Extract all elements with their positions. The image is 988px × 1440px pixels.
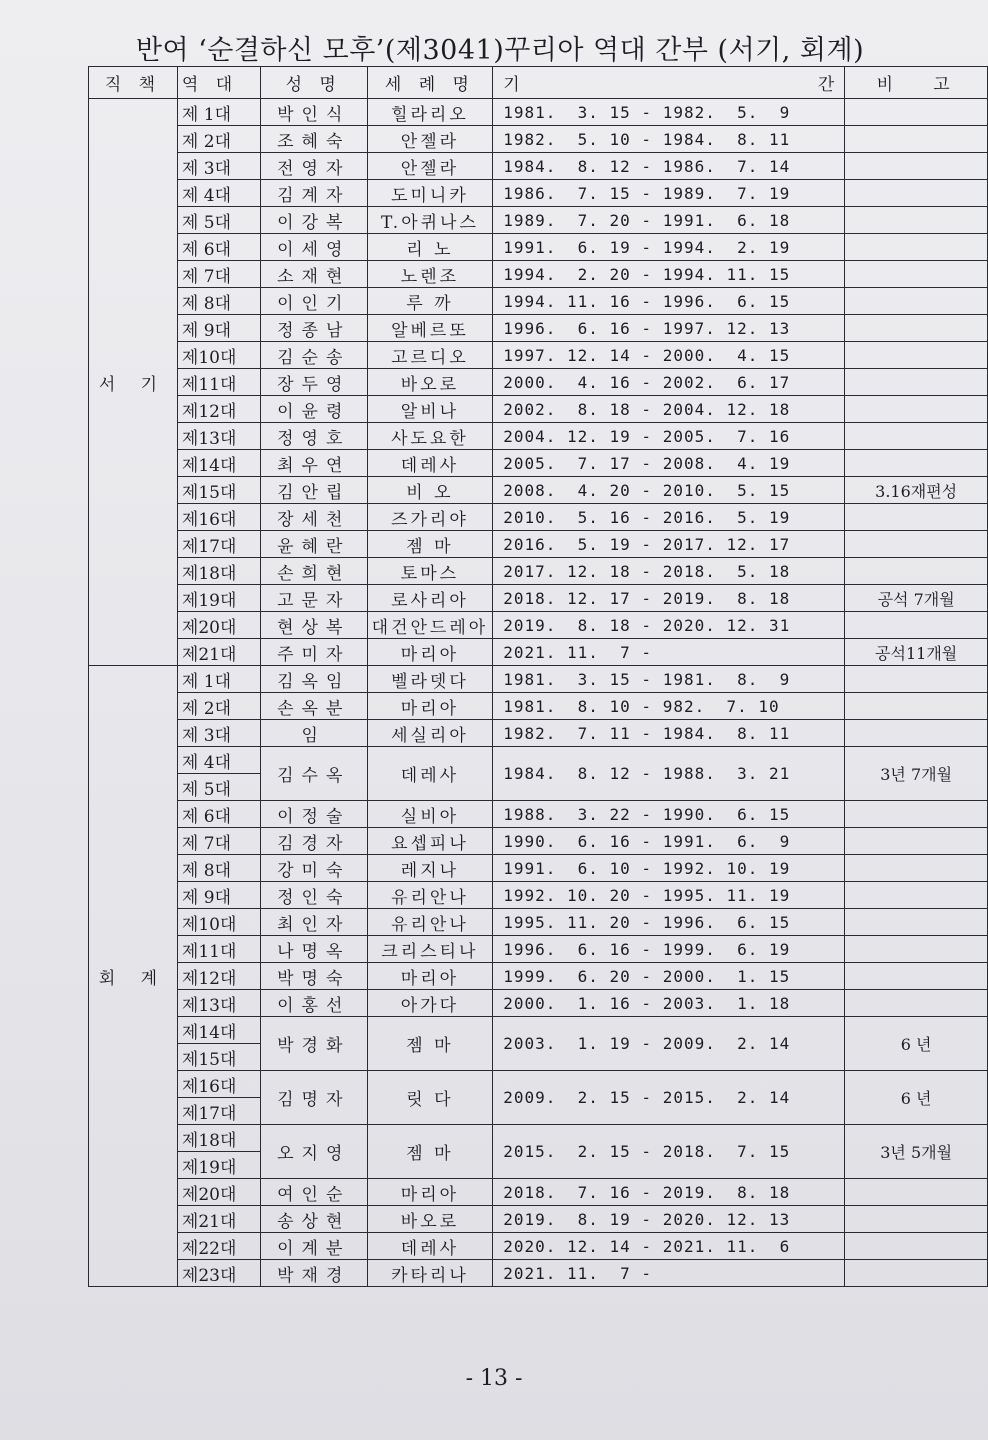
table-row (89, 801, 988, 828)
name-cell: 박인식 (260, 99, 367, 126)
period-cell: 2018. 12. 17 - 2019. 8. 18 (493, 585, 845, 612)
name-cell: 정인숙 (260, 882, 367, 909)
period-cell: 2003. 1. 19 - 2009. 2. 14 (493, 1017, 845, 1071)
period-cell: 2018. 7. 16 - 2019. 8. 18 (493, 1179, 845, 1206)
table-row (89, 882, 988, 909)
name-cell: 오지영 (260, 1125, 367, 1179)
header-note: 비 고 (845, 67, 988, 99)
note-cell (845, 99, 988, 126)
table-row (89, 342, 988, 369)
baptismal-name-cell: 카타리나 (367, 1260, 493, 1287)
note-cell (845, 180, 988, 207)
baptismal-name-cell: 사도요한 (367, 423, 493, 450)
generation-cell: 제 4대 (177, 180, 260, 207)
name-cell: 김명자 (260, 1071, 367, 1125)
note-cell (845, 936, 988, 963)
baptismal-name-cell: 힐라리오 (367, 99, 493, 126)
name-cell: 김옥임 (260, 666, 367, 693)
baptismal-name-cell: 크리스티나 (367, 936, 493, 963)
table-row (89, 747, 988, 774)
period-cell: 2004. 12. 19 - 2005. 7. 16 (493, 423, 845, 450)
header-name: 성 명 (260, 67, 367, 99)
table-row (89, 1071, 988, 1098)
note-cell (845, 126, 988, 153)
generation-cell: 제17대 (177, 531, 260, 558)
generation-cell: 제13대 (177, 990, 260, 1017)
period-cell: 2005. 7. 17 - 2008. 4. 19 (493, 450, 845, 477)
note-cell (845, 531, 988, 558)
period-cell: 2009. 2. 15 - 2015. 2. 14 (493, 1071, 845, 1125)
period-cell: 2008. 4. 20 - 2010. 5. 15 (493, 477, 845, 504)
generation-cell: 제21대 (177, 1206, 260, 1233)
table-row (89, 207, 988, 234)
note-cell (845, 261, 988, 288)
name-cell: 윤혜란 (260, 531, 367, 558)
period-cell: 1992. 10. 20 - 1995. 11. 19 (493, 882, 845, 909)
note-cell (845, 234, 988, 261)
period-cell: 2019. 8. 18 - 2020. 12. 31 (493, 612, 845, 639)
baptismal-name-cell: 안젤라 (367, 153, 493, 180)
period-cell: 1982. 5. 10 - 1984. 8. 11 (493, 126, 845, 153)
officer-table (88, 66, 988, 1287)
generation-cell: 제 5대 (177, 207, 260, 234)
header-position: 직 책 (89, 67, 178, 99)
baptismal-name-cell: 실비아 (367, 801, 493, 828)
header-row (89, 67, 988, 99)
table-row (89, 936, 988, 963)
note-cell (845, 207, 988, 234)
baptismal-name-cell: 루 까 (367, 288, 493, 315)
name-cell: 김경자 (260, 828, 367, 855)
name-cell: 나명옥 (260, 936, 367, 963)
table-row (89, 558, 988, 585)
name-cell: 여인순 (260, 1179, 367, 1206)
table-row (89, 666, 988, 693)
baptismal-name-cell: 토마스 (367, 558, 493, 585)
generation-cell: 제21대 (177, 639, 260, 666)
table-row (89, 369, 988, 396)
baptismal-name-cell: 데레사 (367, 450, 493, 477)
name-cell: 박재경 (260, 1260, 367, 1287)
note-cell (845, 504, 988, 531)
name-cell: 소재현 (260, 261, 367, 288)
table-row (89, 477, 988, 504)
baptismal-name-cell: 아가다 (367, 990, 493, 1017)
baptismal-name-cell: 릿 다 (367, 1071, 493, 1125)
generation-cell: 제 1대 (177, 99, 260, 126)
generation-cell: 제 7대 (177, 261, 260, 288)
period-cell: 1990. 6. 16 - 1991. 6. 9 (493, 828, 845, 855)
note-cell: 3년 5개월 (845, 1125, 988, 1179)
table-row (89, 396, 988, 423)
generation-cell: 제12대 (177, 396, 260, 423)
table-row (89, 180, 988, 207)
table-row (89, 423, 988, 450)
name-cell: 정종남 (260, 315, 367, 342)
baptismal-name-cell: 즈가리야 (367, 504, 493, 531)
name-cell: 김안립 (260, 477, 367, 504)
generation-cell: 제19대 (177, 1152, 260, 1179)
baptismal-name-cell: 리 노 (367, 234, 493, 261)
table-row (89, 612, 988, 639)
name-cell: 송상현 (260, 1206, 367, 1233)
name-cell: 박경화 (260, 1017, 367, 1071)
note-cell (845, 558, 988, 585)
name-cell: 정영호 (260, 423, 367, 450)
period-cell: 1997. 12. 14 - 2000. 4. 15 (493, 342, 845, 369)
generation-cell: 제 5대 (177, 774, 260, 801)
name-cell: 이홍선 (260, 990, 367, 1017)
generation-cell: 제22대 (177, 1233, 260, 1260)
generation-cell: 제 8대 (177, 288, 260, 315)
baptismal-name-cell: 바오로 (367, 369, 493, 396)
name-cell: 김수옥 (260, 747, 367, 801)
name-cell: 강미숙 (260, 855, 367, 882)
period-cell: 2017. 12. 18 - 2018. 5. 18 (493, 558, 845, 585)
name-cell: 박명숙 (260, 963, 367, 990)
table-row (89, 153, 988, 180)
note-cell (845, 342, 988, 369)
note-cell (845, 153, 988, 180)
name-cell: 이인기 (260, 288, 367, 315)
generation-cell: 제15대 (177, 1044, 260, 1071)
note-cell: 6 년 (845, 1017, 988, 1071)
generation-cell: 제 9대 (177, 315, 260, 342)
baptismal-name-cell: 노렌조 (367, 261, 493, 288)
period-cell: 1991. 6. 10 - 1992. 10. 19 (493, 855, 845, 882)
generation-cell: 제20대 (177, 612, 260, 639)
baptismal-name-cell: 젬 마 (367, 1125, 493, 1179)
period-cell: 2020. 12. 14 - 2021. 11. 6 (493, 1233, 845, 1260)
name-cell: 이강복 (260, 207, 367, 234)
note-cell (845, 693, 988, 720)
name-cell: 이정술 (260, 801, 367, 828)
baptismal-name-cell: 도미니카 (367, 180, 493, 207)
period-cell: 1981. 3. 15 - 1981. 8. 9 (493, 666, 845, 693)
generation-cell: 제14대 (177, 1017, 260, 1044)
name-cell: 손희현 (260, 558, 367, 585)
section-label-secretary: 서 기 (89, 99, 178, 666)
baptismal-name-cell: 마리아 (367, 963, 493, 990)
generation-cell: 제 1대 (177, 666, 260, 693)
table-row (89, 720, 988, 747)
table-row (89, 1125, 988, 1152)
table-row (89, 828, 988, 855)
period-cell: 2000. 1. 16 - 2003. 1. 18 (493, 990, 845, 1017)
table-row (89, 531, 988, 558)
baptismal-name-cell: 마리아 (367, 1179, 493, 1206)
table-row (89, 99, 988, 126)
note-cell: 공석11개월 (845, 639, 988, 666)
generation-cell: 제13대 (177, 423, 260, 450)
baptismal-name-cell: 알베르또 (367, 315, 493, 342)
note-cell: 3년 7개월 (845, 747, 988, 801)
period-cell: 1988. 3. 22 - 1990. 6. 15 (493, 801, 845, 828)
baptismal-name-cell: 바오로 (367, 1206, 493, 1233)
header-period: 기 간 (493, 67, 845, 99)
period-cell: 1981. 8. 10 - 982. 7. 10 (493, 693, 845, 720)
table-row (89, 585, 988, 612)
note-cell (845, 288, 988, 315)
generation-cell: 제 2대 (177, 126, 260, 153)
table-row (89, 261, 988, 288)
period-cell: 1989. 7. 20 - 1991. 6. 18 (493, 207, 845, 234)
note-cell (845, 1233, 988, 1260)
generation-cell: 제15대 (177, 477, 260, 504)
period-cell: 1996. 6. 16 - 1999. 6. 19 (493, 936, 845, 963)
note-cell: 3.16재편성 (845, 477, 988, 504)
generation-cell: 제11대 (177, 369, 260, 396)
period-cell: 1999. 6. 20 - 2000. 1. 15 (493, 963, 845, 990)
baptismal-name-cell: 데레사 (367, 747, 493, 801)
baptismal-name-cell: 유리안나 (367, 882, 493, 909)
table-row (89, 1179, 988, 1206)
name-cell: 전영자 (260, 153, 367, 180)
generation-cell: 제 3대 (177, 720, 260, 747)
generation-cell: 제16대 (177, 1071, 260, 1098)
period-cell: 2002. 8. 18 - 2004. 12. 18 (493, 396, 845, 423)
note-cell (845, 369, 988, 396)
period-cell: 1986. 7. 15 - 1989. 7. 19 (493, 180, 845, 207)
note-cell: 공석 7개월 (845, 585, 988, 612)
name-cell: 손옥분 (260, 693, 367, 720)
period-cell: 1984. 8. 12 - 1986. 7. 14 (493, 153, 845, 180)
note-cell (845, 396, 988, 423)
section-label-treasurer: 회 계 (89, 666, 178, 1287)
baptismal-name-cell: 대건안드레아 (367, 612, 493, 639)
name-cell: 임 (260, 720, 367, 747)
generation-cell: 제10대 (177, 909, 260, 936)
generation-cell: 제18대 (177, 558, 260, 585)
baptismal-name-cell: 마리아 (367, 639, 493, 666)
period-cell: 2000. 4. 16 - 2002. 6. 17 (493, 369, 845, 396)
period-cell: 2010. 5. 16 - 2016. 5. 19 (493, 504, 845, 531)
baptismal-name-cell: 레지나 (367, 855, 493, 882)
baptismal-name-cell: 젬 마 (367, 1017, 493, 1071)
generation-cell: 제 4대 (177, 747, 260, 774)
note-cell (845, 855, 988, 882)
table-row (89, 990, 988, 1017)
name-cell: 고문자 (260, 585, 367, 612)
generation-cell: 제23대 (177, 1260, 260, 1287)
note-cell (845, 963, 988, 990)
table-row (89, 639, 988, 666)
note-cell (845, 1179, 988, 1206)
period-cell: 1996. 6. 16 - 1997. 12. 13 (493, 315, 845, 342)
baptismal-name-cell: 요셉피나 (367, 828, 493, 855)
baptismal-name-cell: 안젤라 (367, 126, 493, 153)
note-cell (845, 990, 988, 1017)
note-cell (845, 720, 988, 747)
name-cell: 이윤령 (260, 396, 367, 423)
period-cell: 1994. 11. 16 - 1996. 6. 15 (493, 288, 845, 315)
name-cell: 현상복 (260, 612, 367, 639)
period-cell: 1984. 8. 12 - 1988. 3. 21 (493, 747, 845, 801)
name-cell: 김계자 (260, 180, 367, 207)
table-row (89, 315, 988, 342)
name-cell: 김순송 (260, 342, 367, 369)
baptismal-name-cell: 벨라뎃다 (367, 666, 493, 693)
period-cell: 2021. 11. 7 - (493, 1260, 845, 1287)
generation-cell: 제 8대 (177, 855, 260, 882)
table-row (89, 909, 988, 936)
period-cell: 1995. 11. 20 - 1996. 6. 15 (493, 909, 845, 936)
generation-cell: 제18대 (177, 1125, 260, 1152)
period-cell: 1982. 7. 11 - 1984. 8. 11 (493, 720, 845, 747)
name-cell: 최우연 (260, 450, 367, 477)
note-cell (845, 666, 988, 693)
table-row (89, 234, 988, 261)
table-row (89, 126, 988, 153)
note-cell (845, 882, 988, 909)
generation-cell: 제19대 (177, 585, 260, 612)
note-cell (845, 828, 988, 855)
baptismal-name-cell: 세실리아 (367, 720, 493, 747)
period-cell: 2019. 8. 19 - 2020. 12. 13 (493, 1206, 845, 1233)
note-cell (845, 801, 988, 828)
generation-cell: 제16대 (177, 504, 260, 531)
baptismal-name-cell: 고르디오 (367, 342, 493, 369)
period-cell: 1994. 2. 20 - 1994. 11. 15 (493, 261, 845, 288)
baptismal-name-cell: 유리안나 (367, 909, 493, 936)
page-title: 반여 ‘순결하신 모후’(제3041)꾸리아 역대 간부 (서기, 회계) (135, 35, 865, 66)
baptismal-name-cell: T.아퀴나스 (367, 207, 493, 234)
period-cell: 1991. 6. 19 - 1994. 2. 19 (493, 234, 845, 261)
table-row (89, 1260, 988, 1287)
name-cell: 장두영 (260, 369, 367, 396)
period-cell: 2015. 2. 15 - 2018. 7. 15 (493, 1125, 845, 1179)
period-cell: 2021. 11. 7 - (493, 639, 845, 666)
name-cell: 이계분 (260, 1233, 367, 1260)
table-row (89, 504, 988, 531)
note-cell (845, 612, 988, 639)
baptismal-name-cell: 로사리아 (367, 585, 493, 612)
table-row (89, 1233, 988, 1260)
generation-cell: 제12대 (177, 963, 260, 990)
table-row (89, 1017, 988, 1044)
baptismal-name-cell: 비 오 (367, 477, 493, 504)
name-cell: 주미자 (260, 639, 367, 666)
name-cell: 이세영 (260, 234, 367, 261)
generation-cell: 제 6대 (177, 801, 260, 828)
table-row (89, 855, 988, 882)
note-cell (845, 1206, 988, 1233)
header-generation: 역 대 (177, 67, 260, 99)
generation-cell: 제 3대 (177, 153, 260, 180)
baptismal-name-cell: 데레사 (367, 1233, 493, 1260)
note-cell (845, 423, 988, 450)
generation-cell: 제 7대 (177, 828, 260, 855)
generation-cell: 제14대 (177, 450, 260, 477)
table-row (89, 963, 988, 990)
note-cell (845, 909, 988, 936)
table-row (89, 450, 988, 477)
header-baptismal-name: 세 례 명 (367, 67, 493, 99)
generation-cell: 제 9대 (177, 882, 260, 909)
note-cell (845, 1260, 988, 1287)
generation-cell: 제11대 (177, 936, 260, 963)
name-cell: 조혜숙 (260, 126, 367, 153)
page-number: - 13 - (465, 1366, 523, 1391)
generation-cell: 제10대 (177, 342, 260, 369)
generation-cell: 제 2대 (177, 693, 260, 720)
table-row (89, 693, 988, 720)
baptismal-name-cell: 알비나 (367, 396, 493, 423)
period-cell: 2016. 5. 19 - 2017. 12. 17 (493, 531, 845, 558)
table-row (89, 1206, 988, 1233)
note-cell (845, 315, 988, 342)
generation-cell: 제 6대 (177, 234, 260, 261)
name-cell: 최인자 (260, 909, 367, 936)
name-cell: 장세천 (260, 504, 367, 531)
period-cell: 1981. 3. 15 - 1982. 5. 9 (493, 99, 845, 126)
baptismal-name-cell: 젬 마 (367, 531, 493, 558)
note-cell: 6 년 (845, 1071, 988, 1125)
table-row (89, 288, 988, 315)
generation-cell: 제17대 (177, 1098, 260, 1125)
baptismal-name-cell: 마리아 (367, 693, 493, 720)
note-cell (845, 450, 988, 477)
generation-cell: 제20대 (177, 1179, 260, 1206)
